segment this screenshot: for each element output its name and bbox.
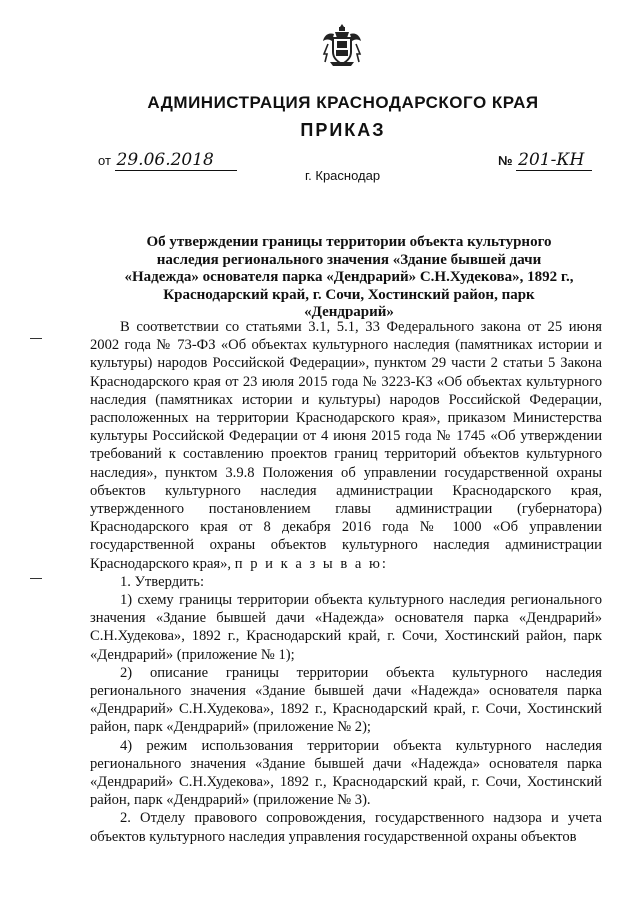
preamble-text: В соответствии со статьями 3.1, 5.1, 33 Федерального закона от 25 июня 2002 года № 73-ФЗ «Об объектах культурного наследия (памятниках истории и культуры) народов Российской Федерации», пунктом 29 части 2 статьи 5 Закона Краснодарского края от 23 июля 2015 года № 3223-КЗ «Об объектах культурного наследия (памятниках истории и культуры) народов Российской Федерации, расположенных на территории Краснодарского края», приказом Министерства культуры Российской Федерации от 4 июня 2015 года № 1745 «Об утверждении требований к составлению проектов границ территорий объектов культурного наследия», пунктом 3.9.8 Положения об управлении государственной охраны объектов культурного наследия администрации Краснодарского края, утвержденного постановлением главы администрации (губернатора) Краснодарского края от 8 декабря 2016 года № 1000 «Об управлении государственной охраны объектов культурного наследия администрации Краснодарского края», [90,319,602,572]
organization-name: АДМИНИСТРАЦИЯ КРАСНОДАРСКОГО КРАЯ [147,93,539,112]
document-body [90,318,602,846]
margin-mark [30,338,42,339]
city: г. Краснодар [305,168,381,183]
list-item: 1) схему границы территории объекта культурного наследия регионального значения «Здание бывшей дачи «Надежда» основателя парка «Дендрарий» С.Н.Худекова», 1892 г., Краснодарский край, г. Сочи, Хостинский район, парк «Дендрарий» (приложение № 1); [90,592,602,663]
number-field [498,150,592,171]
number-prefix: № [498,153,513,168]
date-field [98,150,237,171]
document-title: Об утверждении границы территории объекта культурного наследия регионального значения «Здание бывшей дачи «Надежда» основателя парка «Дендрарий» С.Н.Худекова», 1892 г., Краснодарский край, г. Сочи, Хостинский район, парк «Дендрарий» [124,234,574,320]
document-type: ПРИКАЗ [300,120,386,140]
list-item: 1. Утвердить: [120,573,205,590]
preamble-paragraph [90,318,602,573]
coat-of-arms-icon [322,22,362,70]
date-value: 29.06.2018 [115,150,237,171]
list-item: 2. Отделу правового сопровождения, государственного надзора и учета объектов культурного наследия управления государственной охраны объектов [90,810,602,845]
order-word: п р и к а з ы в а ю: [234,555,388,572]
date-prefix: от [98,153,111,168]
list-item: 4) режим использования территории объекта культурного наследия регионального значения «Здание бывшей дачи «Надежда» основателя парка «Дендрарий» С.Н.Худекова», 1892 г., Краснодарский край, г. Сочи, Хостинский район, парк «Дендрарий» (приложение № 3). [90,737,602,809]
list-item: 2) описание границы территории объекта культурного наследия регионального значения «Здание бывшей дачи «Надежда» основателя парка «Дендрарий» С.Н.Худекова», 1892 г., Краснодарский край, г. Сочи, Хостинский район, парк «Дендрарий» (приложение № 2); [90,664,602,736]
number-value: 201-КН [516,150,592,171]
margin-mark [30,578,42,579]
